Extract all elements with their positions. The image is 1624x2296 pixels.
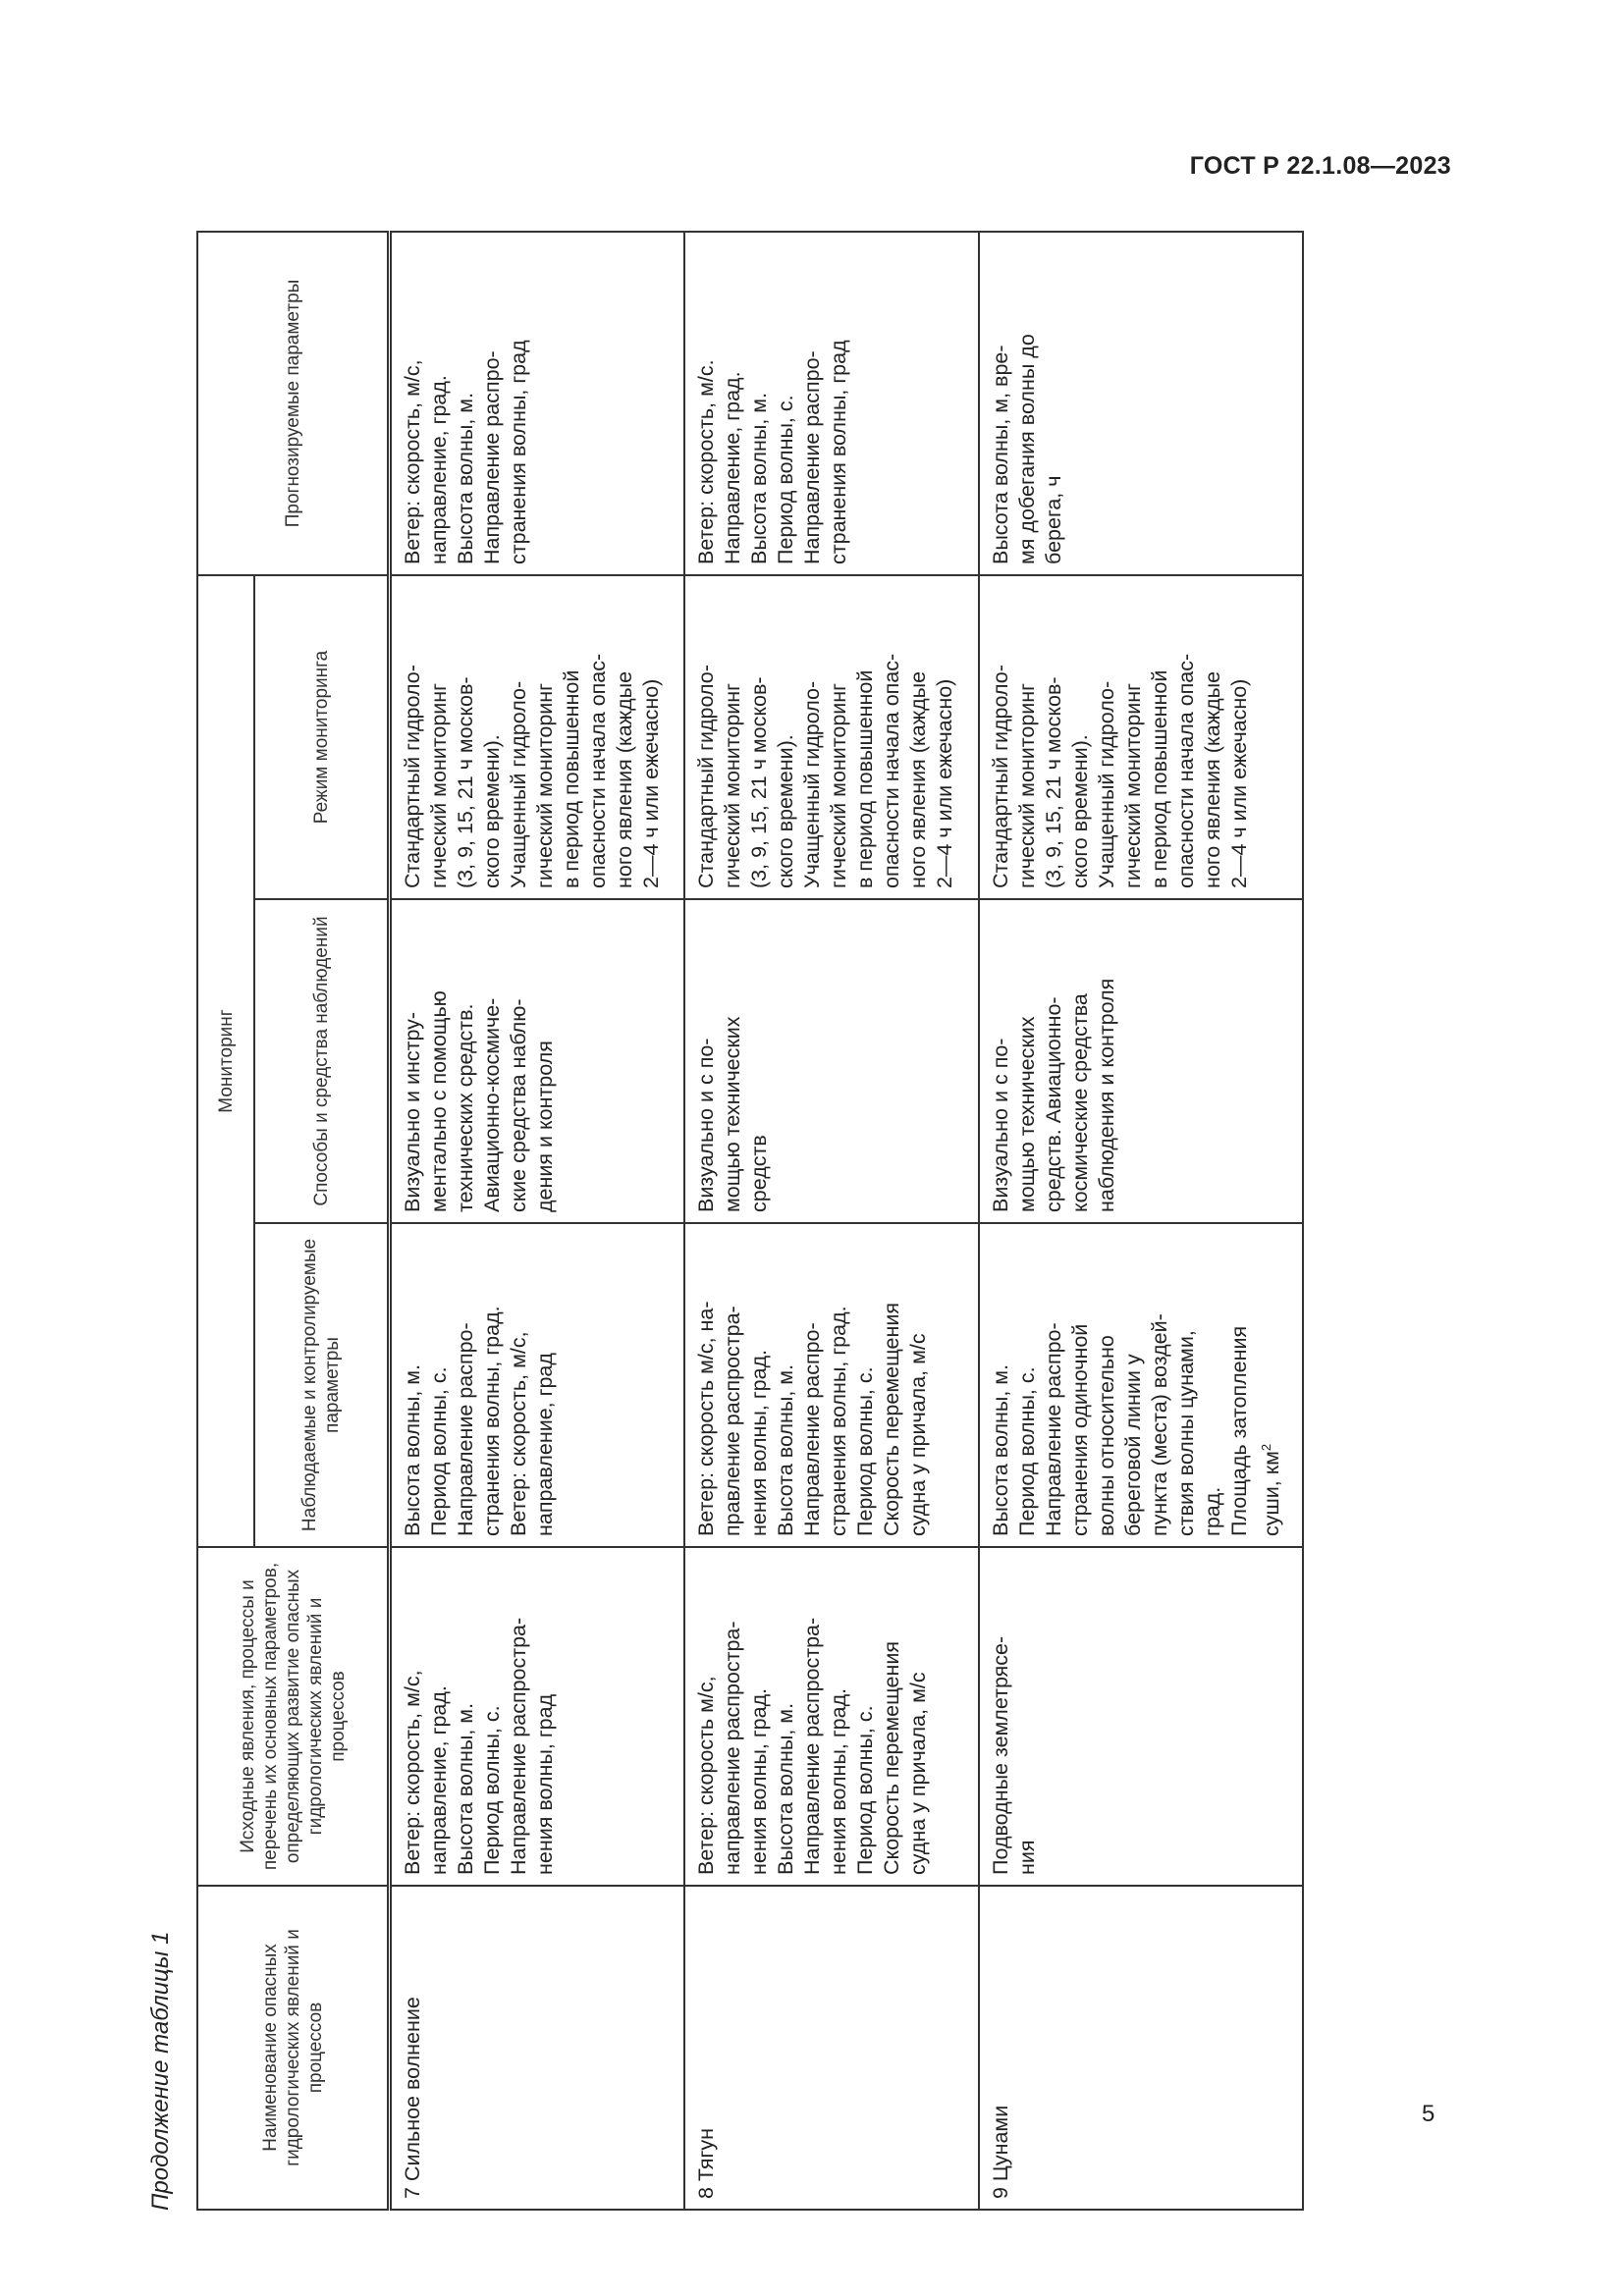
cell-line: судна у причала, м/с: [905, 1672, 930, 1875]
cell-line: Направление распро-: [454, 1322, 477, 1536]
cell-methods: [979, 899, 1303, 1223]
cell-initial: [390, 1547, 684, 1886]
document-code: ГОСТ Р 22.1.08—2023: [1189, 152, 1451, 180]
cell-line: Авиационно-космиче-: [480, 997, 504, 1212]
cell-line: ного явления (каждые: [1200, 670, 1224, 888]
cell-line: берега, ч: [1041, 475, 1065, 564]
table-caption: Продолжение таблицы 1: [147, 1931, 174, 2211]
cell-name: 9 Цунами: [979, 1886, 1303, 2210]
page-number: 5: [1422, 2101, 1435, 2127]
cell-mode: [390, 575, 684, 899]
cell-line: космические средства: [1067, 993, 1092, 1212]
cell-line: судна у причала, м/с: [905, 1333, 930, 1536]
cell-line: Скорость перемещения: [879, 1302, 903, 1536]
cell-line: Направление распростра-: [799, 1617, 824, 1875]
cell-line: наблюдения и контроля: [1094, 978, 1118, 1212]
cell-mode: [684, 575, 979, 899]
cell-line: странения волны, град.: [480, 1306, 504, 1536]
cell-line: Учащенный гидроло-: [1094, 680, 1118, 888]
header-monitoring: Мониторинг: [197, 575, 254, 1547]
cell-line: нения волны, град.: [826, 1687, 850, 1875]
cell-line: Направление распро-: [799, 350, 824, 564]
cell-line: Высота волны, м.: [454, 1702, 477, 1875]
cell-line: ного явления (каждые: [613, 670, 636, 888]
cell-line: (3, 9, 15, 21 ч москов-: [454, 676, 477, 888]
cell-forecast: [979, 232, 1303, 575]
cell-line: ского времени).: [773, 734, 797, 888]
cell-line: Ветер: скорость, м/с.: [693, 359, 718, 564]
cell-line: средств: [746, 1135, 771, 1212]
header-initial: Исходные явления, процессы и перечень их основных параметров, определяющих развитие опасных гидрологических явлений и процессов: [197, 1547, 390, 1886]
cell-mode: [979, 575, 1303, 899]
cell-line: Учащенный гидроло-: [799, 680, 824, 888]
cell-initial: [684, 1547, 979, 1886]
rotated-table-block: [147, 233, 1343, 2211]
cell-line: странения волны, град: [507, 340, 530, 564]
cell-line: Высота волны, м.: [454, 392, 477, 564]
cell-line: Высота волны, м.: [773, 1702, 797, 1875]
cell-line: Направление распро-: [1041, 1322, 1065, 1536]
cell-line: гический мониторинг: [1120, 682, 1145, 888]
rotated-table-inner: [147, 233, 1343, 2211]
cell-line: Направление распро-: [799, 1322, 824, 1536]
cell-line-text: суши, км: [1259, 1451, 1283, 1536]
header-mode: Режим мониторинга: [254, 575, 390, 899]
cell-line: 2—4 ч или ежечасно): [1226, 678, 1251, 888]
cell-line: Период волны, с.: [1014, 1366, 1039, 1536]
cell-line: Стандартный гидроло-: [988, 665, 1012, 888]
cell-line: Период волны, с.: [773, 395, 797, 564]
cell-line: нения волны, град.: [746, 1687, 771, 1875]
cell-line: технических средств.: [454, 1003, 477, 1212]
header-name: Наименование опасных гидрологических явлений и процессов: [197, 1886, 390, 2210]
cell-line: в период повышенной: [1147, 669, 1171, 888]
cell-line: в период повышенной: [560, 669, 583, 888]
cell-line: в период повышенной: [852, 669, 877, 888]
cell-line: дения и контроля: [533, 1041, 557, 1212]
cell-line: направление, град.: [427, 375, 451, 564]
cell-line: Визуально и инстру-: [401, 1011, 424, 1212]
cell-observed: [979, 1223, 1303, 1547]
cell-line: направление распростра-: [720, 1621, 744, 1875]
cell-line: ские средства наблю-: [507, 998, 530, 1212]
cell-line: нения волны, град: [533, 1693, 557, 1875]
cell-line: [1253, 1234, 1285, 1536]
cell-line: Учащенный гидроло-: [507, 680, 530, 888]
cell-line: береговой линии у: [1120, 1354, 1145, 1536]
cell-observed: [390, 1223, 684, 1547]
cell-line: Ветер: скорость м/с,: [693, 1676, 718, 1875]
cell-line: ского времени).: [1067, 734, 1092, 888]
cell-line: Ветер: скорость, м/с,: [401, 1670, 424, 1875]
cell-line: волны относительно: [1094, 1335, 1118, 1536]
cell-line: ствия волны цунами,: [1173, 1330, 1198, 1536]
cell-name: 8 Тягун: [684, 1886, 979, 2210]
cell-line: опасности начала опас-: [586, 653, 610, 888]
cell-line: ментально с помощью: [427, 990, 451, 1212]
cell-line: Направление распро-: [480, 350, 504, 564]
cell-line: направление, град.: [427, 1685, 451, 1875]
table-body: [390, 232, 1303, 2210]
table-row: [684, 232, 979, 2210]
cell-line: гический мониторинг: [533, 682, 557, 888]
cell-name: 7 Сильное волнение: [390, 1886, 684, 2210]
cell-forecast: [390, 232, 684, 575]
header-observed: Наблюдаемые и контролируемые параметры: [254, 1223, 390, 1547]
cell-line: направление, град: [533, 1353, 557, 1536]
cell-line: мощью технических: [720, 1016, 744, 1212]
table-row: [390, 232, 684, 2210]
cell-line: пункта (места) воздей-: [1147, 1313, 1171, 1536]
cell-methods: [684, 899, 979, 1223]
cell-line: гический мониторинг: [826, 682, 850, 888]
cell-line: Скорость перемещения: [879, 1640, 903, 1875]
cell-line: Ветер: скорость, м/с,: [507, 1331, 530, 1536]
cell-line: странения волны, град.: [826, 1306, 850, 1536]
cell-line: мя добегания волны до: [1014, 334, 1039, 564]
cell-line: Визуально и с по-: [988, 1038, 1012, 1212]
cell-line: Подводные землетрясе-: [988, 1635, 1012, 1875]
cell-line: странения одиночной: [1067, 1323, 1092, 1536]
cell-line: Высота волны, м, вре-: [988, 345, 1012, 564]
header-methods: Способы и средства наблюдений: [254, 899, 390, 1223]
cell-line: Ветер: скорость, м/с,: [401, 359, 424, 564]
cell-line: Ветер: скорость м/с, на-: [693, 1301, 718, 1536]
cell-line: странения волны, град: [826, 340, 850, 564]
cell-line: град.: [1200, 1486, 1224, 1536]
cell-line: Период волны, с.: [852, 1366, 877, 1536]
cell-line: опасности начала опас-: [879, 653, 903, 888]
cell-methods: [390, 899, 684, 1223]
table-row: [979, 232, 1303, 2210]
cell-initial: [979, 1547, 1303, 1886]
cell-line: ского времени).: [480, 734, 504, 888]
cell-line: нения волны, град.: [746, 1349, 771, 1536]
cell-line: гический мониторинг: [720, 682, 744, 888]
cell-line: ния: [1014, 1840, 1039, 1875]
cell-line: Площадь затопления: [1226, 1325, 1251, 1536]
cell-line: правление распростра-: [720, 1306, 744, 1536]
header-forecast: Прогнозируемые параметры: [197, 232, 390, 575]
cell-line: (3, 9, 15, 21 ч москов-: [746, 676, 771, 888]
cell-line: Высота волны, м.: [401, 1363, 424, 1536]
cell-line: мощью технических: [1014, 1016, 1039, 1212]
cell-line: Направление распростра-: [507, 1617, 530, 1875]
cell-line: Период волны, с.: [480, 1705, 504, 1875]
cell-line: Визуально и с по-: [693, 1038, 718, 1212]
cell-line: Период волны, с.: [427, 1366, 451, 1536]
cell-line: ного явления (каждые: [905, 670, 930, 888]
cell-line: Высота волны, м.: [773, 1363, 797, 1536]
hazard-table: [196, 231, 1304, 2211]
cell-line: Направление, град.: [720, 371, 744, 564]
cell-line: гический мониторинг: [427, 682, 451, 888]
cell-line: (3, 9, 15, 21 ч москов-: [1041, 676, 1065, 888]
cell-line: 2—4 ч или ежечасно): [639, 678, 663, 888]
cell-observed: [684, 1223, 979, 1547]
superscript: 2: [1258, 1443, 1273, 1452]
cell-line: Стандартный гидроло-: [401, 665, 424, 888]
cell-line: средств. Авиационно-: [1041, 996, 1065, 1212]
cell-forecast: [684, 232, 979, 575]
cell-line: 2—4 ч или ежечасно): [932, 678, 956, 888]
cell-line: Высота волны, м.: [988, 1363, 1012, 1536]
cell-line: гический мониторинг: [1014, 682, 1039, 888]
cell-line: опасности начала опас-: [1173, 653, 1198, 888]
cell-line: Высота волны, м.: [746, 392, 771, 564]
cell-line: Период волны, с.: [852, 1705, 877, 1875]
cell-line: Стандартный гидроло-: [693, 665, 718, 888]
